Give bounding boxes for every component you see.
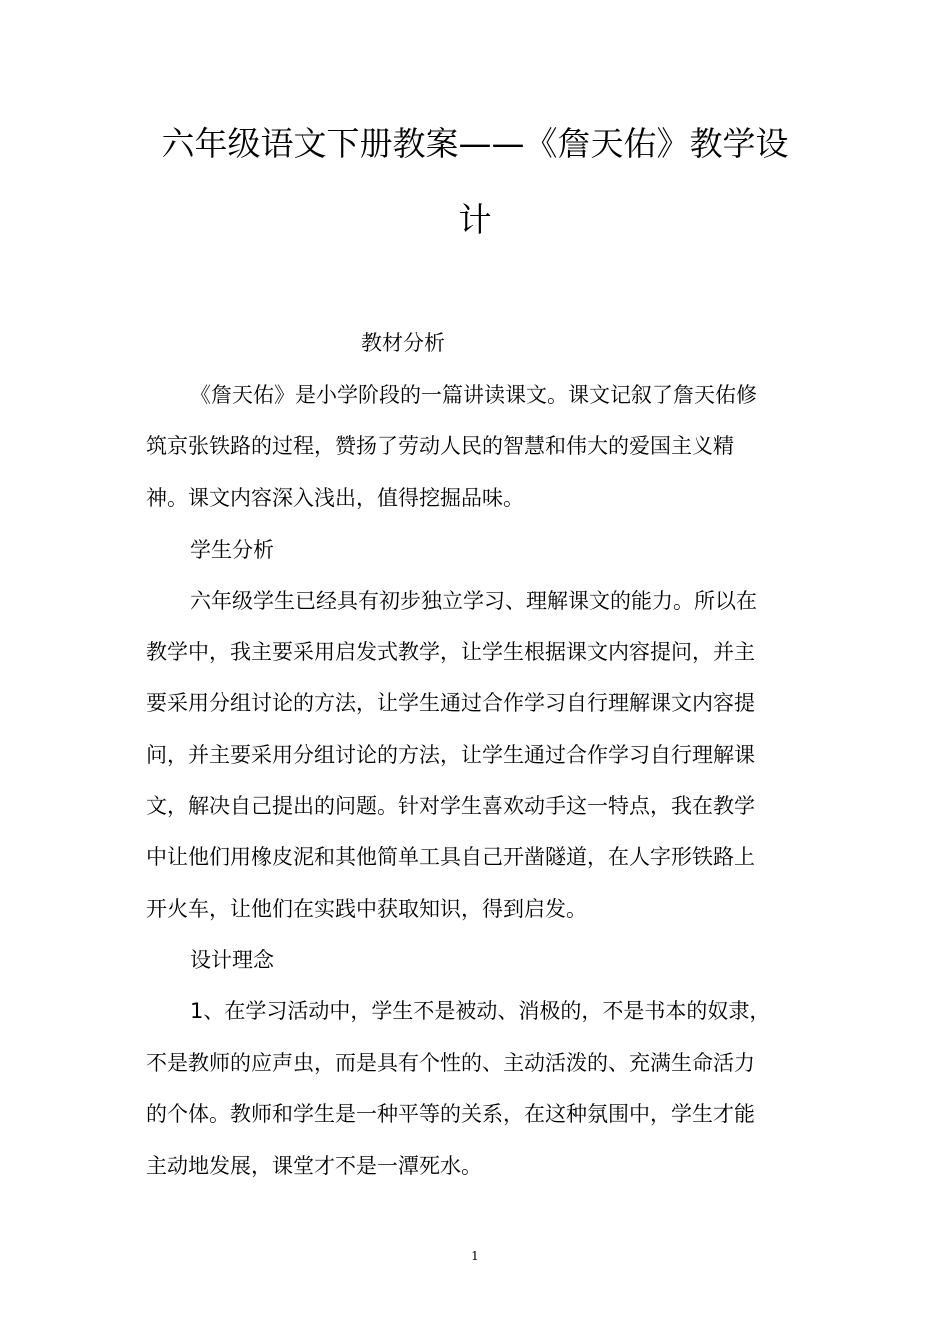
paragraph-line: 1、在学习活动中，学生不是被动、消极的，不是书本的奴隶， bbox=[190, 999, 771, 1023]
paragraph-line: 主动地发展，课堂才不是一潭死水。 bbox=[146, 1154, 482, 1178]
document-title-line-2: 计 bbox=[458, 200, 492, 239]
paragraph-line: 筑京张铁路的过程，赞扬了劳动人民的智慧和伟大的爱国主义精 bbox=[146, 434, 734, 458]
section-heading-design-philosophy: 设计理念 bbox=[190, 948, 274, 972]
paragraph-line: 开火车，让他们在实践中获取知识，得到启发。 bbox=[146, 897, 587, 921]
paragraph-line: 不是教师的应声虫，而是具有个性的、主动活泼的、充满生命活力 bbox=[146, 1051, 755, 1075]
paragraph-line: 神。课文内容深入浅出，值得挖掘品味。 bbox=[146, 486, 524, 510]
paragraph-line: 文，解决自己提出的问题。针对学生喜欢动手这一特点，我在教学 bbox=[146, 794, 755, 818]
paragraph-line: 六年级学生已经具有初步独立学习、理解课文的能力。所以在 bbox=[190, 589, 757, 613]
paragraph-line: 《詹天佑》是小学阶段的一篇讲读课文。课文记叙了詹天佑修 bbox=[190, 383, 757, 407]
paragraph-line: 要采用分组讨论的方法，让学生通过合作学习自行理解课文内容提 bbox=[146, 691, 755, 715]
document-title-line-1: 六年级语文下册教案——《詹天佑》教学设 bbox=[161, 124, 789, 163]
paragraph-line: 教学中，我主要采用启发式教学，让学生根据课文内容提问，并主 bbox=[146, 640, 755, 664]
page-number: 1 bbox=[471, 1249, 479, 1263]
section-heading-student-analysis: 学生分析 bbox=[190, 538, 274, 562]
paragraph-line: 的个体。教师和学生是一种平等的关系，在这种氛围中，学生才能 bbox=[146, 1102, 755, 1126]
paragraph-line: 问，并主要采用分组讨论的方法，让学生通过合作学习自行理解课 bbox=[146, 743, 755, 767]
section-heading-textbook-analysis: 教材分析 bbox=[361, 331, 445, 355]
paragraph-line: 中让他们用橡皮泥和其他简单工具自己开凿隧道，在人字形铁路上 bbox=[146, 845, 755, 869]
